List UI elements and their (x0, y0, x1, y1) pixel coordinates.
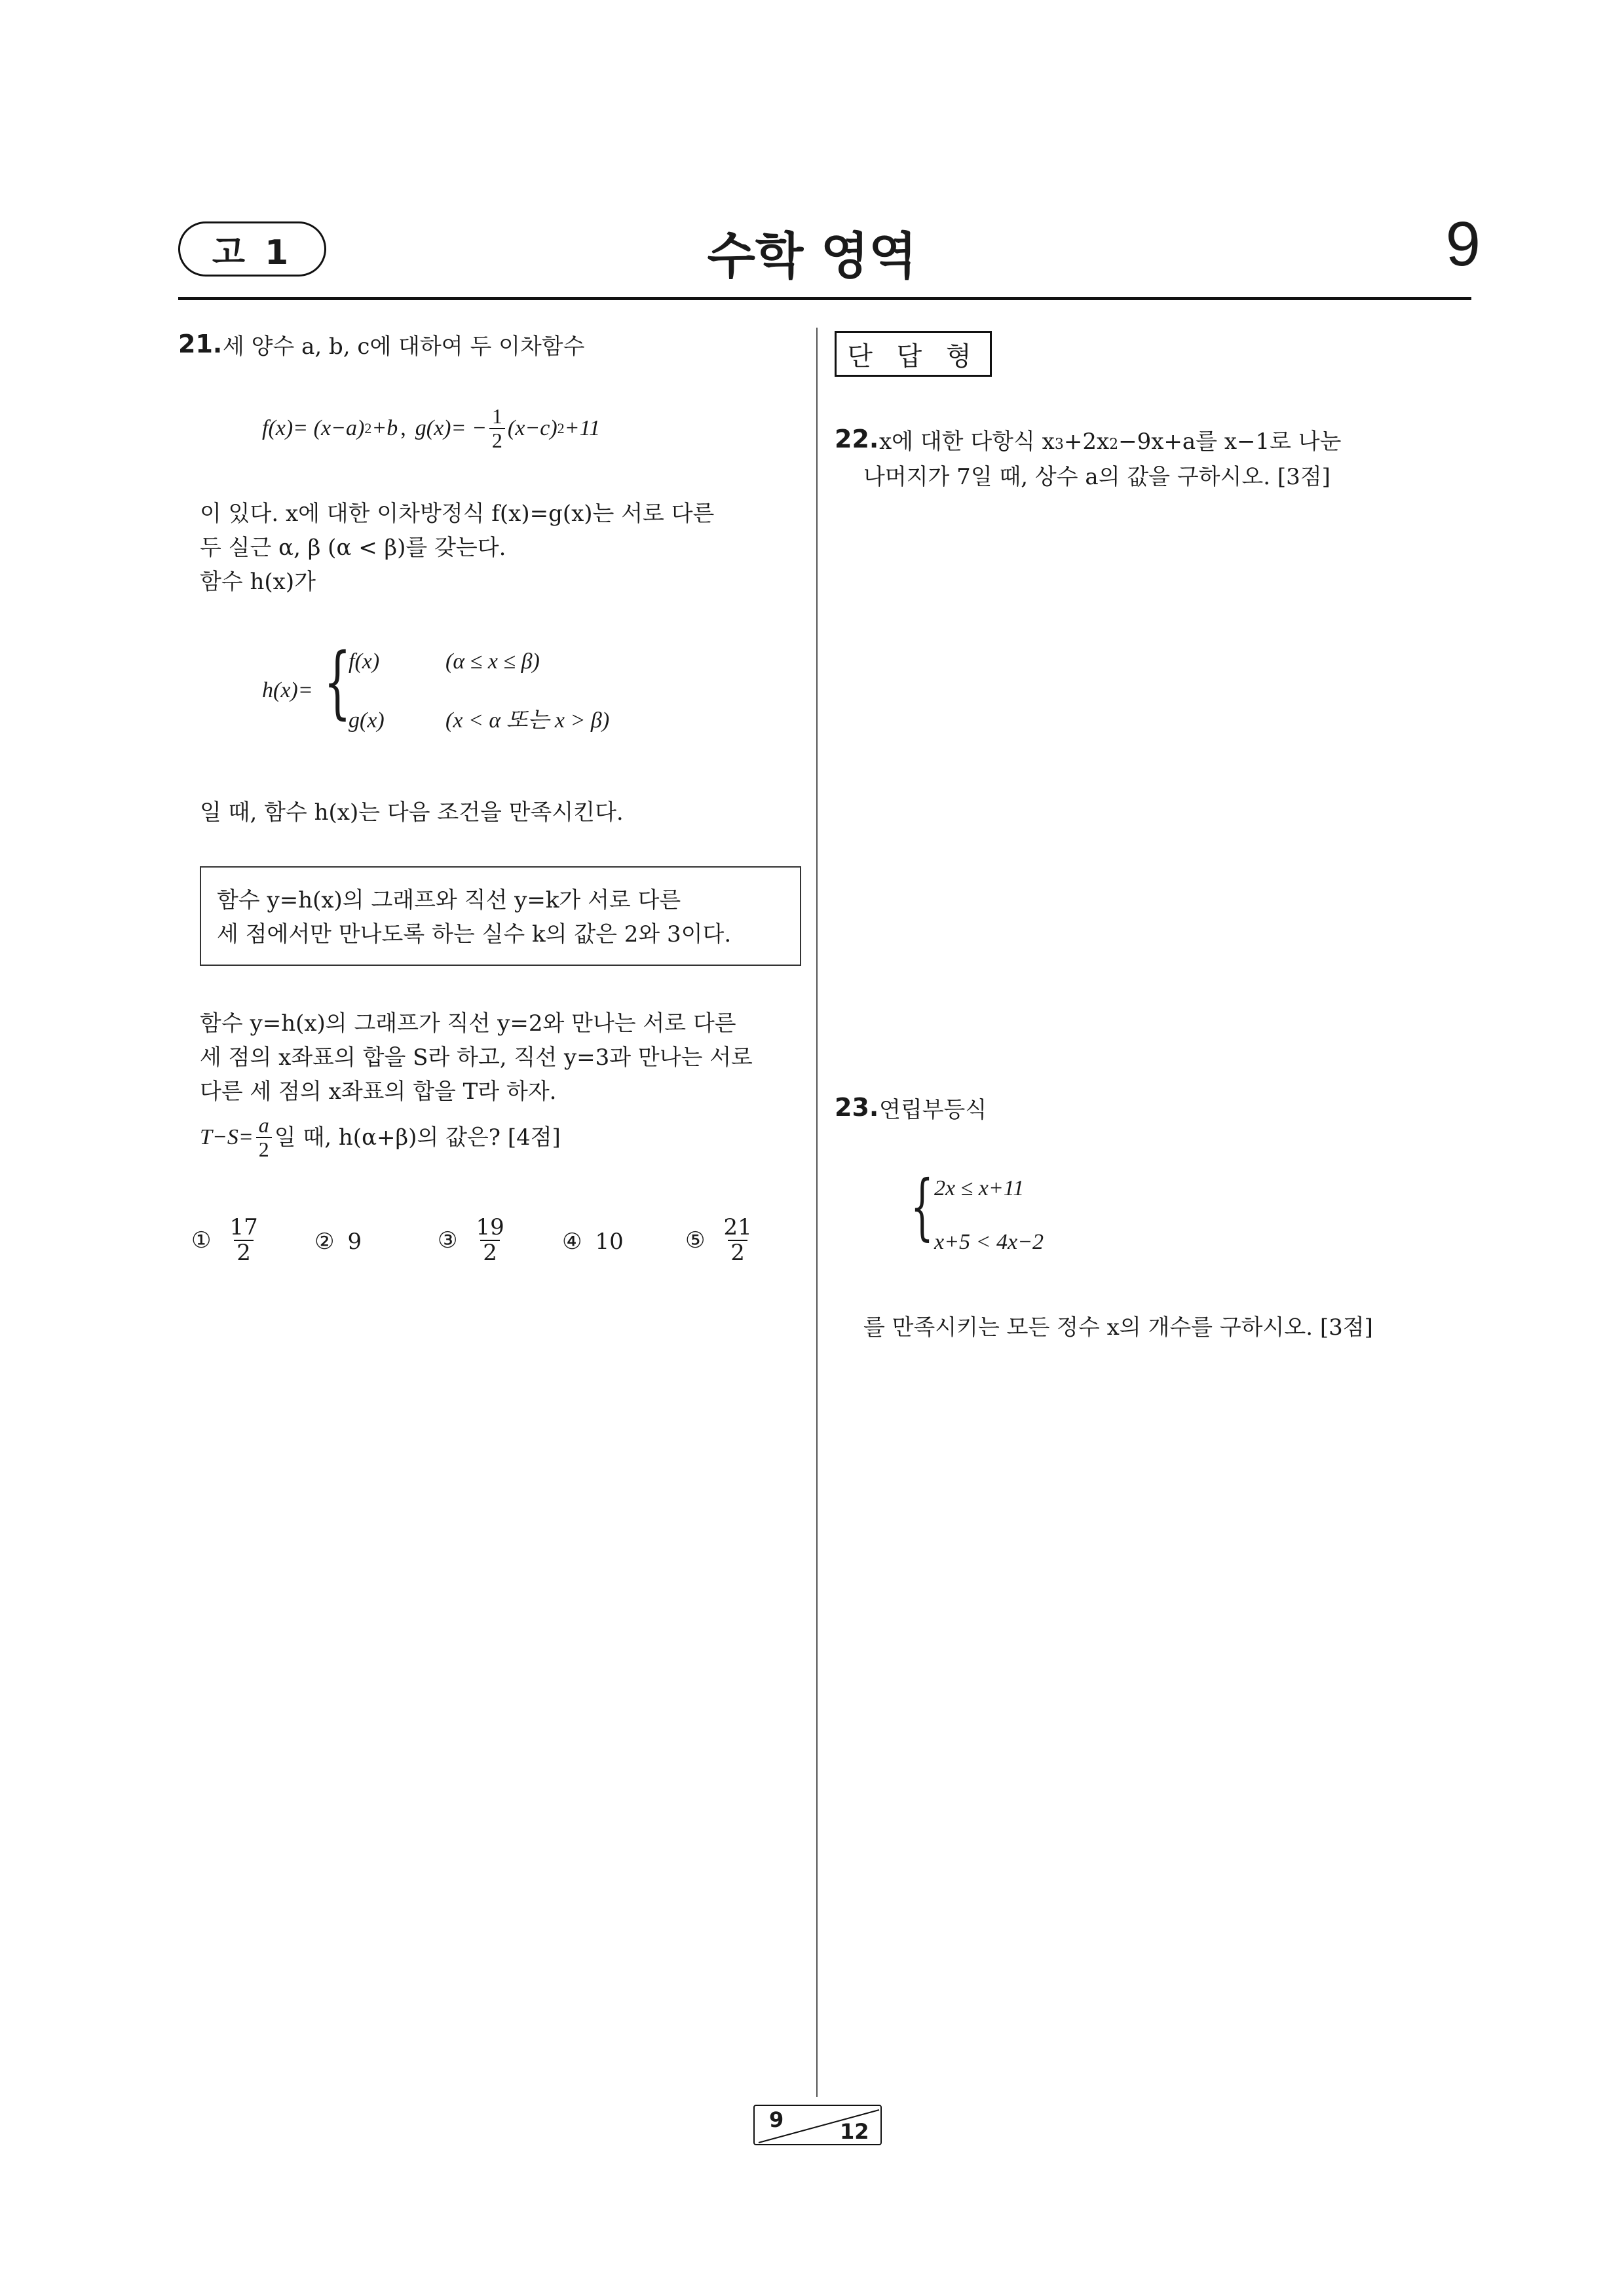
g-definition-mid: (x−c) (507, 416, 557, 441)
current-page: 9 (769, 2107, 784, 2132)
h-case-1-function: f(x) (349, 649, 380, 674)
choice-1-fraction (227, 1215, 260, 1266)
total-pages: 12 (840, 2119, 869, 2144)
condition-line-1: 함수 y=h(x)의 그래프와 직선 y=k가 서로 다른 (217, 887, 681, 913)
question-21-line-7: 다른 세 점의 x좌표의 합을 T라 하자. (200, 1079, 557, 1105)
question-21-line-2: 두 실근 α, β (α < β)를 갖는다. (200, 535, 506, 561)
question-21-line-6: 세 점의 x좌표의 합을 S라 하고, 직선 y=3과 만나는 서로 (200, 1044, 753, 1071)
choice-3-mark: ③ (438, 1227, 458, 1254)
square-exponent: 2 (1109, 436, 1119, 453)
choice-1-mark: ① (191, 1227, 212, 1254)
f-definition-tail: +b (371, 416, 398, 441)
a-over-2-denominator: 2 (256, 1137, 272, 1161)
choice-5-denominator: 2 (728, 1240, 747, 1265)
g-definition-tail: +11 (564, 416, 601, 441)
h-case-2-condition: (x < α 또는 x > β) (445, 708, 610, 733)
choice-4-value: 10 (595, 1229, 624, 1255)
choice-5-mark: ⑤ (685, 1227, 706, 1254)
choice-5-numerator: 21 (723, 1214, 752, 1240)
one-half-numerator: 1 (491, 404, 502, 428)
page-number: 9 (1445, 209, 1481, 279)
question-23-prompt: 를 만족시키는 모든 정수 x의 개수를 구하시오. [3점] (863, 1314, 1373, 1341)
question-22-text-b: +2x (1063, 429, 1110, 455)
question-21-line-4: 일 때, 함수 h(x)는 다음 조건을 만족시킨다. (200, 799, 624, 826)
page-indicator (753, 2105, 882, 2145)
question-21-number: 21. (178, 330, 223, 358)
column-divider (816, 328, 818, 2097)
choice-3[interactable] (438, 1215, 510, 1266)
question-21-function-definitions: f(x)= (x−a) 2 +b , g(x)= − $\frac{1}{2}$ (x−c) 2 +11 (262, 404, 601, 453)
question-22-line-2: 나머지가 7일 때, 상수 a의 값을 구하시오. [3점] (863, 464, 1331, 490)
question-21-line-3: 함수 h(x)가 (200, 569, 316, 595)
question-23-number: 23. (835, 1093, 879, 1122)
question-22-text-a: x에 대한 다항식 x (879, 429, 1055, 455)
header-rule (178, 297, 1471, 300)
h-case-2-function: g(x) (349, 708, 385, 733)
choice-3-denominator: 2 (480, 1240, 500, 1265)
question-23-intro: 연립부등식 (879, 1097, 987, 1123)
choice-3-fraction (473, 1215, 506, 1266)
page-title: 수학 영역 (707, 227, 917, 285)
question-21-prompt (200, 1114, 561, 1161)
choice-5-fraction (721, 1215, 754, 1266)
question-22-line-1 (879, 425, 1341, 462)
a-over-2-fraction (256, 1114, 272, 1161)
choice-2-value: 9 (347, 1229, 362, 1255)
a-over-2-numerator: a (258, 1113, 269, 1137)
question-21-intro: 세 양수 a, b, c에 대하여 두 이차함수 (223, 334, 585, 360)
h-definition-lhs: h(x)= (262, 678, 313, 702)
f-definition: f(x)= (x−a) (262, 416, 365, 441)
choice-1-numerator: 17 (229, 1214, 258, 1240)
choice-2-mark: ② (314, 1229, 335, 1255)
cube-exponent: 3 (1054, 436, 1064, 453)
choice-2[interactable] (314, 1229, 362, 1255)
h-case-1-condition: (α ≤ x ≤ β) (445, 649, 540, 674)
f-exponent: 2 (364, 420, 372, 437)
question-21-line-1: 이 있다. x에 대한 이차방정식 f(x)=g(x)는 서로 다른 (200, 501, 715, 527)
question-21-prompt-lhs: T−S= (200, 1125, 254, 1150)
question-22-number: 22. (835, 425, 879, 453)
system-brace: { (911, 1164, 934, 1248)
one-half-denominator: 2 (489, 428, 505, 452)
question-21-prompt-tail: 일 때, h(α+β)의 값은? [4점] (274, 1124, 561, 1151)
choice-4[interactable] (562, 1229, 624, 1255)
inequality-1: 2x ≤ x+11 (934, 1176, 1025, 1200)
choice-1-denominator: 2 (234, 1240, 254, 1265)
choice-1[interactable] (191, 1215, 263, 1266)
condition-box (200, 866, 801, 966)
choice-4-mark: ④ (562, 1229, 582, 1255)
question-21-line-5: 함수 y=h(x)의 그래프가 직선 y=2와 만나는 서로 다른 (200, 1010, 736, 1037)
choice-3-numerator: 19 (476, 1214, 504, 1240)
choice-5[interactable] (685, 1215, 757, 1266)
condition-line-2: 세 점에서만 만나도록 하는 실수 k의 값은 2와 3이다. (217, 921, 732, 947)
one-half-fraction (489, 405, 505, 452)
g-definition: g(x)= − (415, 416, 487, 441)
piecewise-brace: { (324, 637, 351, 728)
short-answer-label: 단 답 형 (835, 331, 992, 377)
question-22-text-c: −9x+a를 x−1로 나눈 (1118, 429, 1342, 455)
inequality-2: x+5 < 4x−2 (934, 1230, 1044, 1254)
g-exponent: 2 (557, 420, 565, 437)
grade-label: 고 1 (178, 221, 326, 277)
